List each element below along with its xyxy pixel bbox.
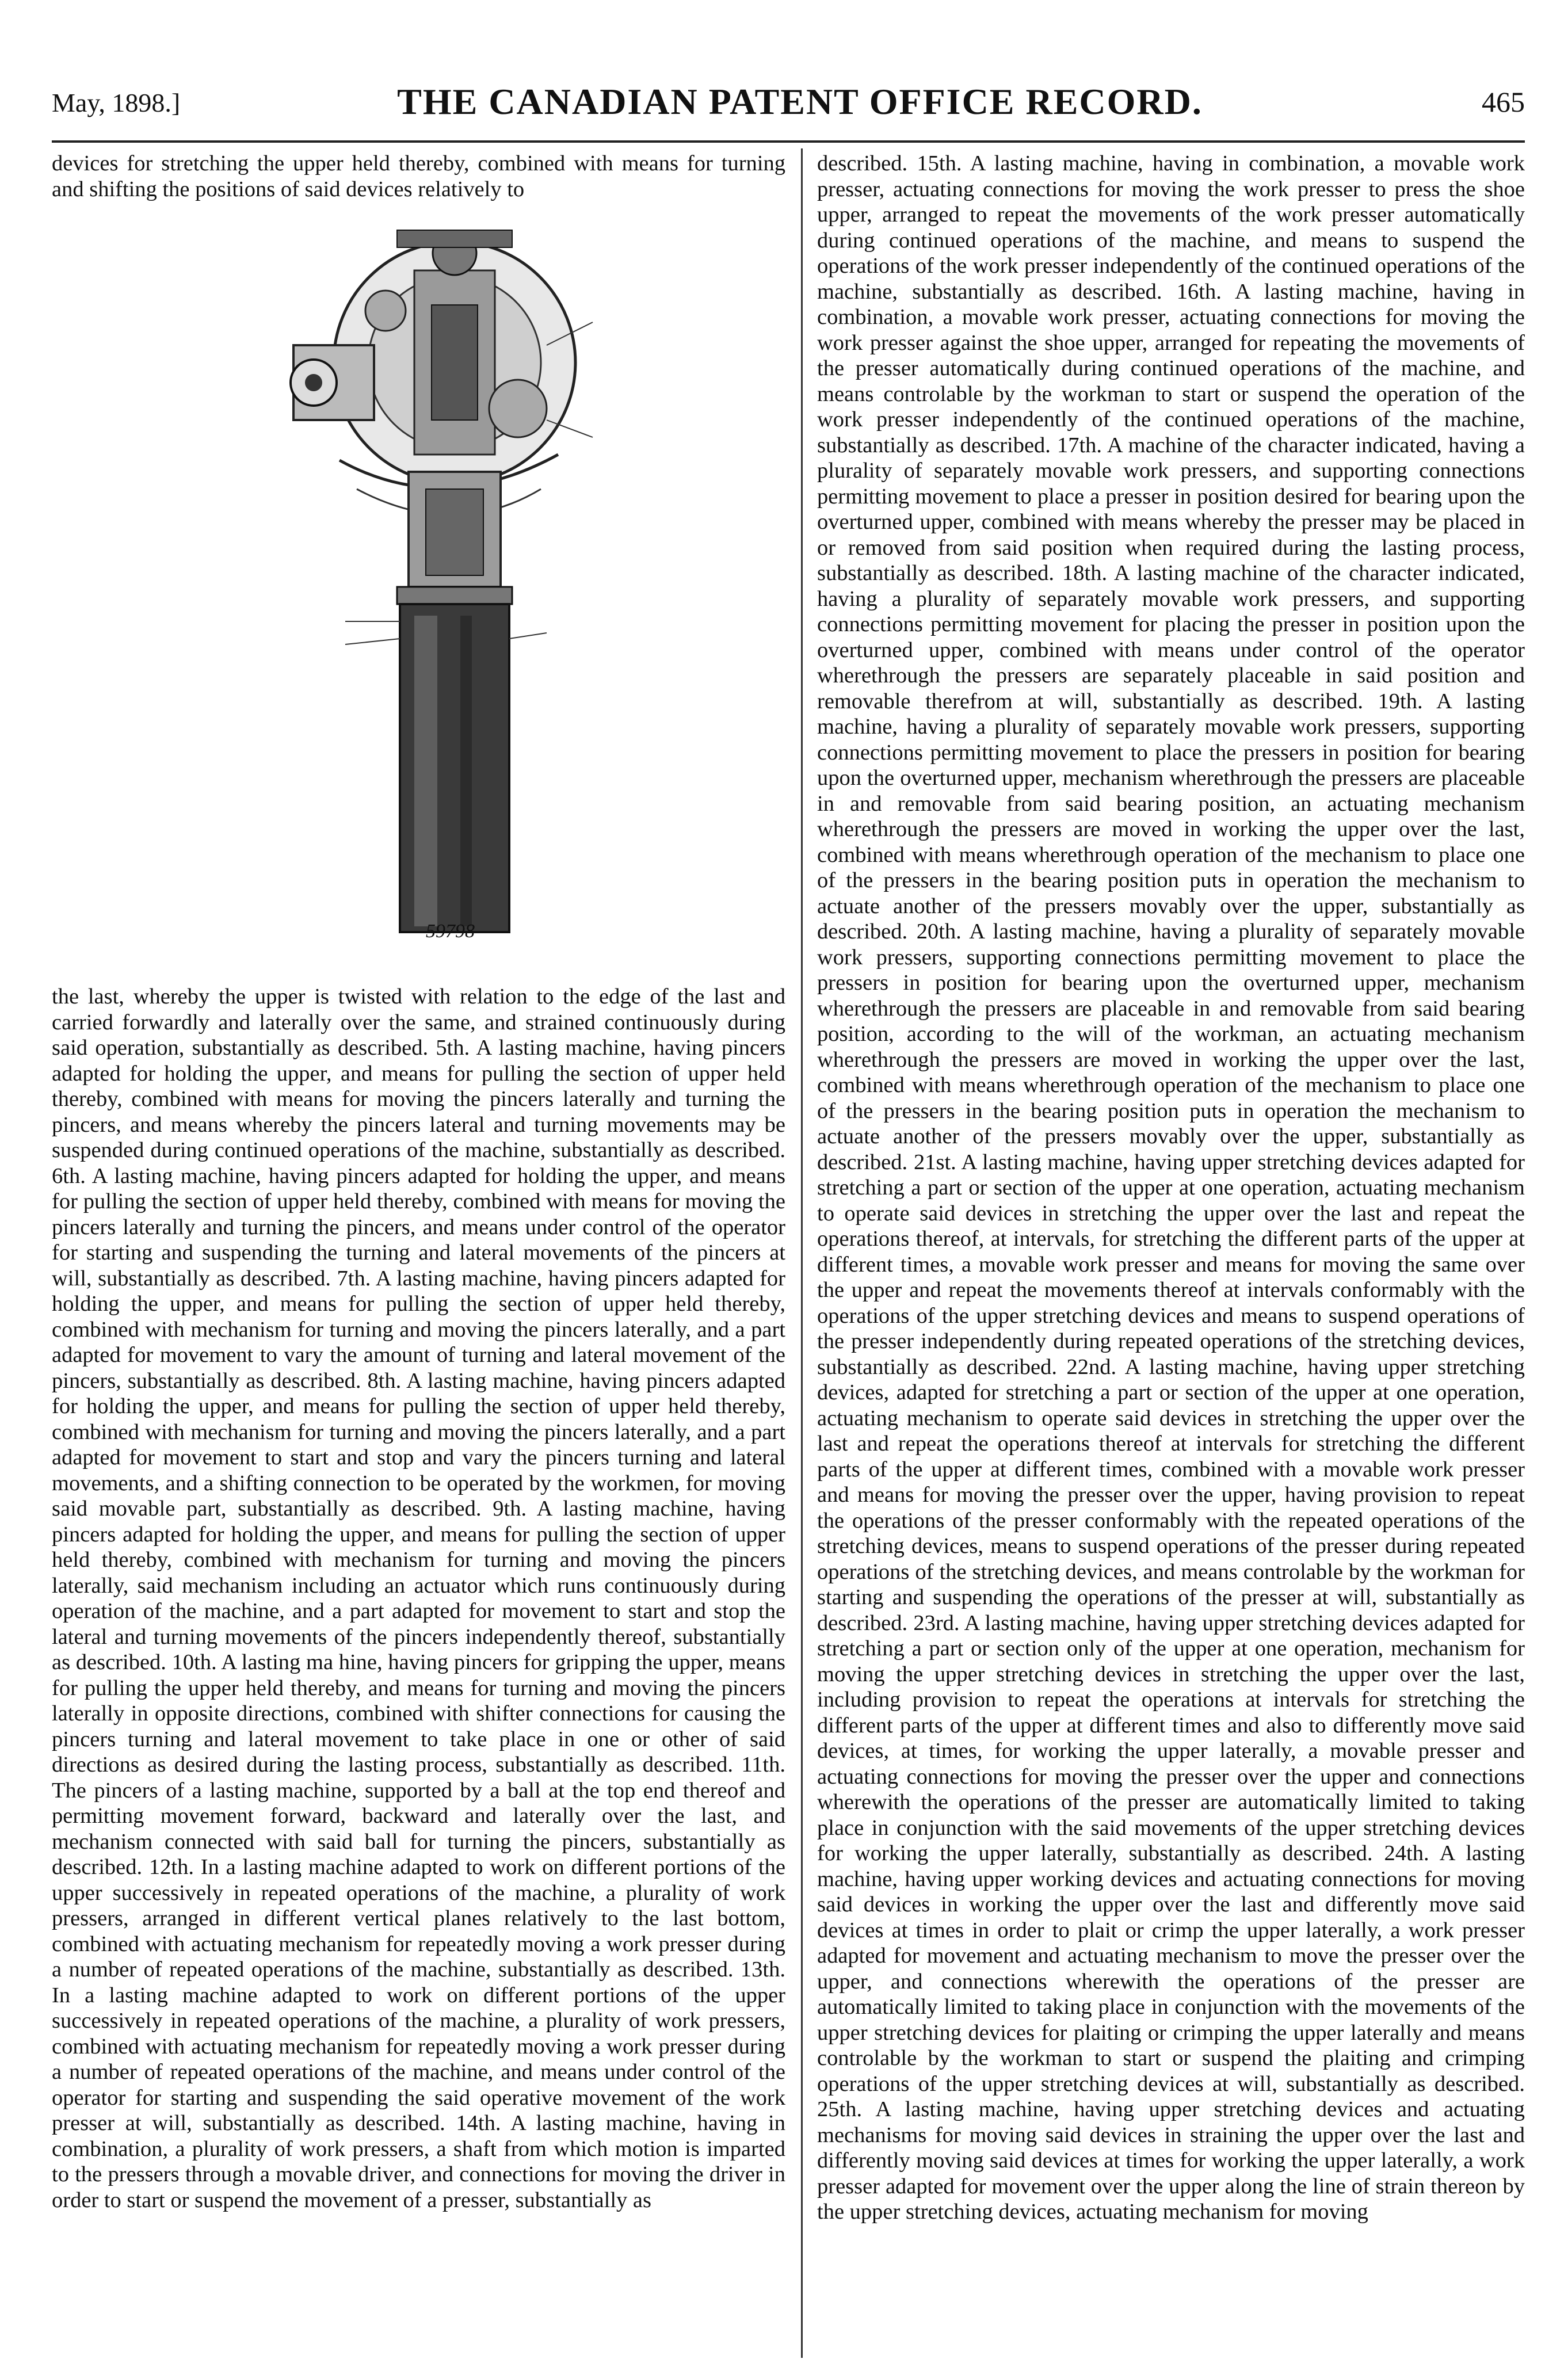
page-header xyxy=(52,68,1525,131)
left-column-top-text xyxy=(52,151,785,220)
publication-title: THE CANADIAN PATENT OFFICE RECORD. xyxy=(397,81,1203,122)
right-paragraph: described. 15th. A lasting machine, having in combination, a movable work presser, actuating connections for moving the work presser to press the shoe upper, arranged to repeat the movements of the work presser automatically during continued operations of the machine, and means to suspend the operations of the work presser independently of the continued operations of the machine, substantially as described. 16th. A lasting machine, having in combination, a movable work presser, actuating connections for moving the work presser against the shoe upper, arranged for repeating the movements of the presser automatically during continued operations of the machine, and means controlable by the workman to start or suspend the operation of the work presser independently of the continued operations of the machine, substantially as described. 17th. A machine of the character indicated, having a plurality of separately movable work pressers, and supporting connections permitting movement to place a presser in position desired for bearing upon the overturned upper, combined with means whereby the presser may be placed in or removed from said position when required during the lasting process, substantially as described. 18th. A lasting machine of the character indicated, having a plurality of separately movable work pressers, and supporting connections permitting movement for placing the presser in position upon the overturned upper, combined with means under control of the operator wherethrough the pressers are separately placeable in said position and removable therefrom at will, substantially as described. 19th. A lasting machine, having a plurality of separately movable work pressers, supporting connections permitting movement to place the pressers in position for bearing upon the overturned upper, mechanism wherethrough the pressers are placeable in and removable from said bearing position, an actuating mechanism wherethrough the pressers are moved in working the upper over the last, combined with means wherethrough operation of the mechanism to place one of the pressers in the bearing position puts in operation the mechanism to actuate another of the pressers movably over the upper, substantially as described. 20th. A lasting machine, having a plurality of separately movable work pressers, supporting connections permitting movement to place the pressers in position for bearing upon the overturned upper, mechanism wherethrough the pressers are placeable in and removable from said bearing position, according to the will of the workman, an actuating mechanism wherethrough the pressers are moved in working the upper over the last, combined with means wherethrough operation of the mechanism to place one of the pressers in the bearing position puts in operation the mechanism to actuate another of the pressers movably over the upper, substantially as described. 21st. A lasting machine, having upper stretching devices adapted for stretching a part or section of the upper at one operation, actuating mechanism to operate said devices in stretching the upper over the last and repeat the operations thereof, at intervals, for stretching the different parts of the upper at different times, a movable work presser and means for moving the same over the upper and repeat the movements thereof at intervals conformably with the operations of the upper stretching devices and means to suspend operations of the presser independently during repeated operations of the stretching devices, substantially as described. 22nd. A lasting machine, having upper stretching devices, adapted for stretching a part or section of the upper at one operation, actuating mechanism to operate said devices in stretching the upper over the last and repeat the operations thereof at intervals for stretching the different parts of the upper at different times, combined with a movable work presser and means for moving the presser over the upper, having provision to repeat the operations of the presser conformably with the repeated operations of the stretching devices, means to suspend operations of the presser during repeated operations of the stretching devices, and means controlable by the workman for starting and suspending the operations of the presser at will, substantially as described. 23rd. A lasting machine, having upper stretching devices adapted for stretching a part or section only of the upper at one operation, mechanism for moving the upper stretching devices in stretching the upper over the last, including provision to repeat the operations at intervals for stretching the different parts of the upper at different times and also to differently move said devices, at times, for working the upper laterally, a movable presser and actuating connections for moving the presser over the upper and connections wherewith the operations of the presser are automatically limited to taking place in conjunction with the said movements of the upper stretching devices for working the upper laterally, substantially as described. 24th. A lasting machine, having upper working devices and actuating connections for moving said devices in working the upper over the last and differently move said devices at times in order to plait or crimp the upper laterally, a work presser adapted for movement and actuating mechanism to move the presser over the upper, and connections wherewith the operations of the presser are automatically limited to taking place in conjunction with the movements of the upper stretching devices for plaiting or crimping the upper laterally and means controlable by the workman to start or suspend the plaiting and crimping operations of the upper stretching devices at will, substantially as described. 25th. A lasting machine, having upper stretching devices and actuating mechanisms for moving said devices in straining the upper over the last and differently moving said devices at times for working the upper laterally, a work presser adapted for movement over the upper along the line of strain thereon by the upper stretching devices, actuating mechanism for moving xyxy=(817,151,1525,2224)
machine-drawing xyxy=(270,219,627,944)
column-divider xyxy=(801,148,803,2358)
header-rule xyxy=(52,140,1525,143)
left-top-paragraph: devices for stretching the upper held thereby, combined with means for turning and shifting the positions of said devices relatively to xyxy=(52,151,785,201)
page-number: 465 xyxy=(1482,86,1525,118)
right-column-text xyxy=(817,151,1525,2359)
issue-date: May, 1898.] xyxy=(52,88,181,117)
left-column-text xyxy=(52,984,785,2359)
figure-number: 59798 xyxy=(426,921,475,942)
lasting-machine-illustration xyxy=(270,219,627,944)
left-bottom-paragraph: the last, whereby the upper is twisted with relation to the edge of the last and carried forwardly and laterally over the same, and strained continuously during said operation, substantially as described. 5th. A lasting machine, having pincers adapted for holding the upper, and means for pulling the section of upper held thereby, combined with means for moving the pincers laterally and turning the pincers, and means whereby the pincers lateral and turning movements may be suspended during continued operations of the machine, substantially as described. 6th. A lasting machine, having pincers adapted for holding the upper, and means for pulling the section of upper held thereby, combined with means for moving the pincers laterally and turning the pincers, and means under control of the operator for starting and suspending the turning and lateral movements of the pincers at will, substantially as described. 7th. A lasting machine, having pincers adapted for holding the upper, and means for pulling the section of upper held thereby, combined with mechanism for turning and moving the pincers laterally, and a part adapted for movement to vary the amount of turning and lateral movement of the pincers, substantially as described. 8th. A lasting machine, having pincers adapted for holding the upper, and means for pulling the section of upper held thereby, combined with mechanism for turning and moving the pincers laterally, and a part adapted for movement to start and stop and vary the pincers turning and lateral movements, and a shifting connection to be operated by the workmen, for moving said movable part, substantially as described. 9th. A lasting machine, having pincers adapted for holding the upper, and means for pulling the section of upper held thereby, combined with mechanism for turning and moving the pincers laterally, said mechanism including an actuator which runs continuously during operation of the machine, and a part adapted for movement to start and stop the lateral and turning movements of the pincers independently thereof, substantially as described. 10th. A lasting ma hine, having pincers for gripping the upper, means for pulling the upper held thereby, and means for turning and moving the pincers laterally in opposite directions, combined with shifter connections for causing the pincers turning and lateral movement to take place in one or other of said directions as desired during the lasting process, substantially as described. 11th. The pincers of a lasting machine, supported by a ball at the top end thereof and permitting movement forward, backward and laterally over the last, and mechanism connected with said ball for turning the pincers, substantially as described. 12th. In a lasting machine adapted to work on different portions of the upper successively in repeated operations of the machine, a plurality of work pressers, arranged in different vertical planes relatively to the last bottom, combined with actuating mechanism for repeatedly moving a work presser during a number of repeated operations of the machine, substantially as described. 13th. In a lasting machine adapted to work on different portions of the upper successively in repeated operations of the machine, a plurality of work pressers, combined with actuating mechanism for repeatedly moving a work presser during a number of repeated operations of the machine, and means under control of the operator for starting and suspending the said operative movement of the work presser at will, substantially as described. 14th. A lasting machine, having in combination, a plurality of work pressers, a shaft from which motion is imparted to the pressers through a movable driver, and connections for moving the driver in order to start or suspend the movement of a presser, substantially as xyxy=(52,984,785,2212)
